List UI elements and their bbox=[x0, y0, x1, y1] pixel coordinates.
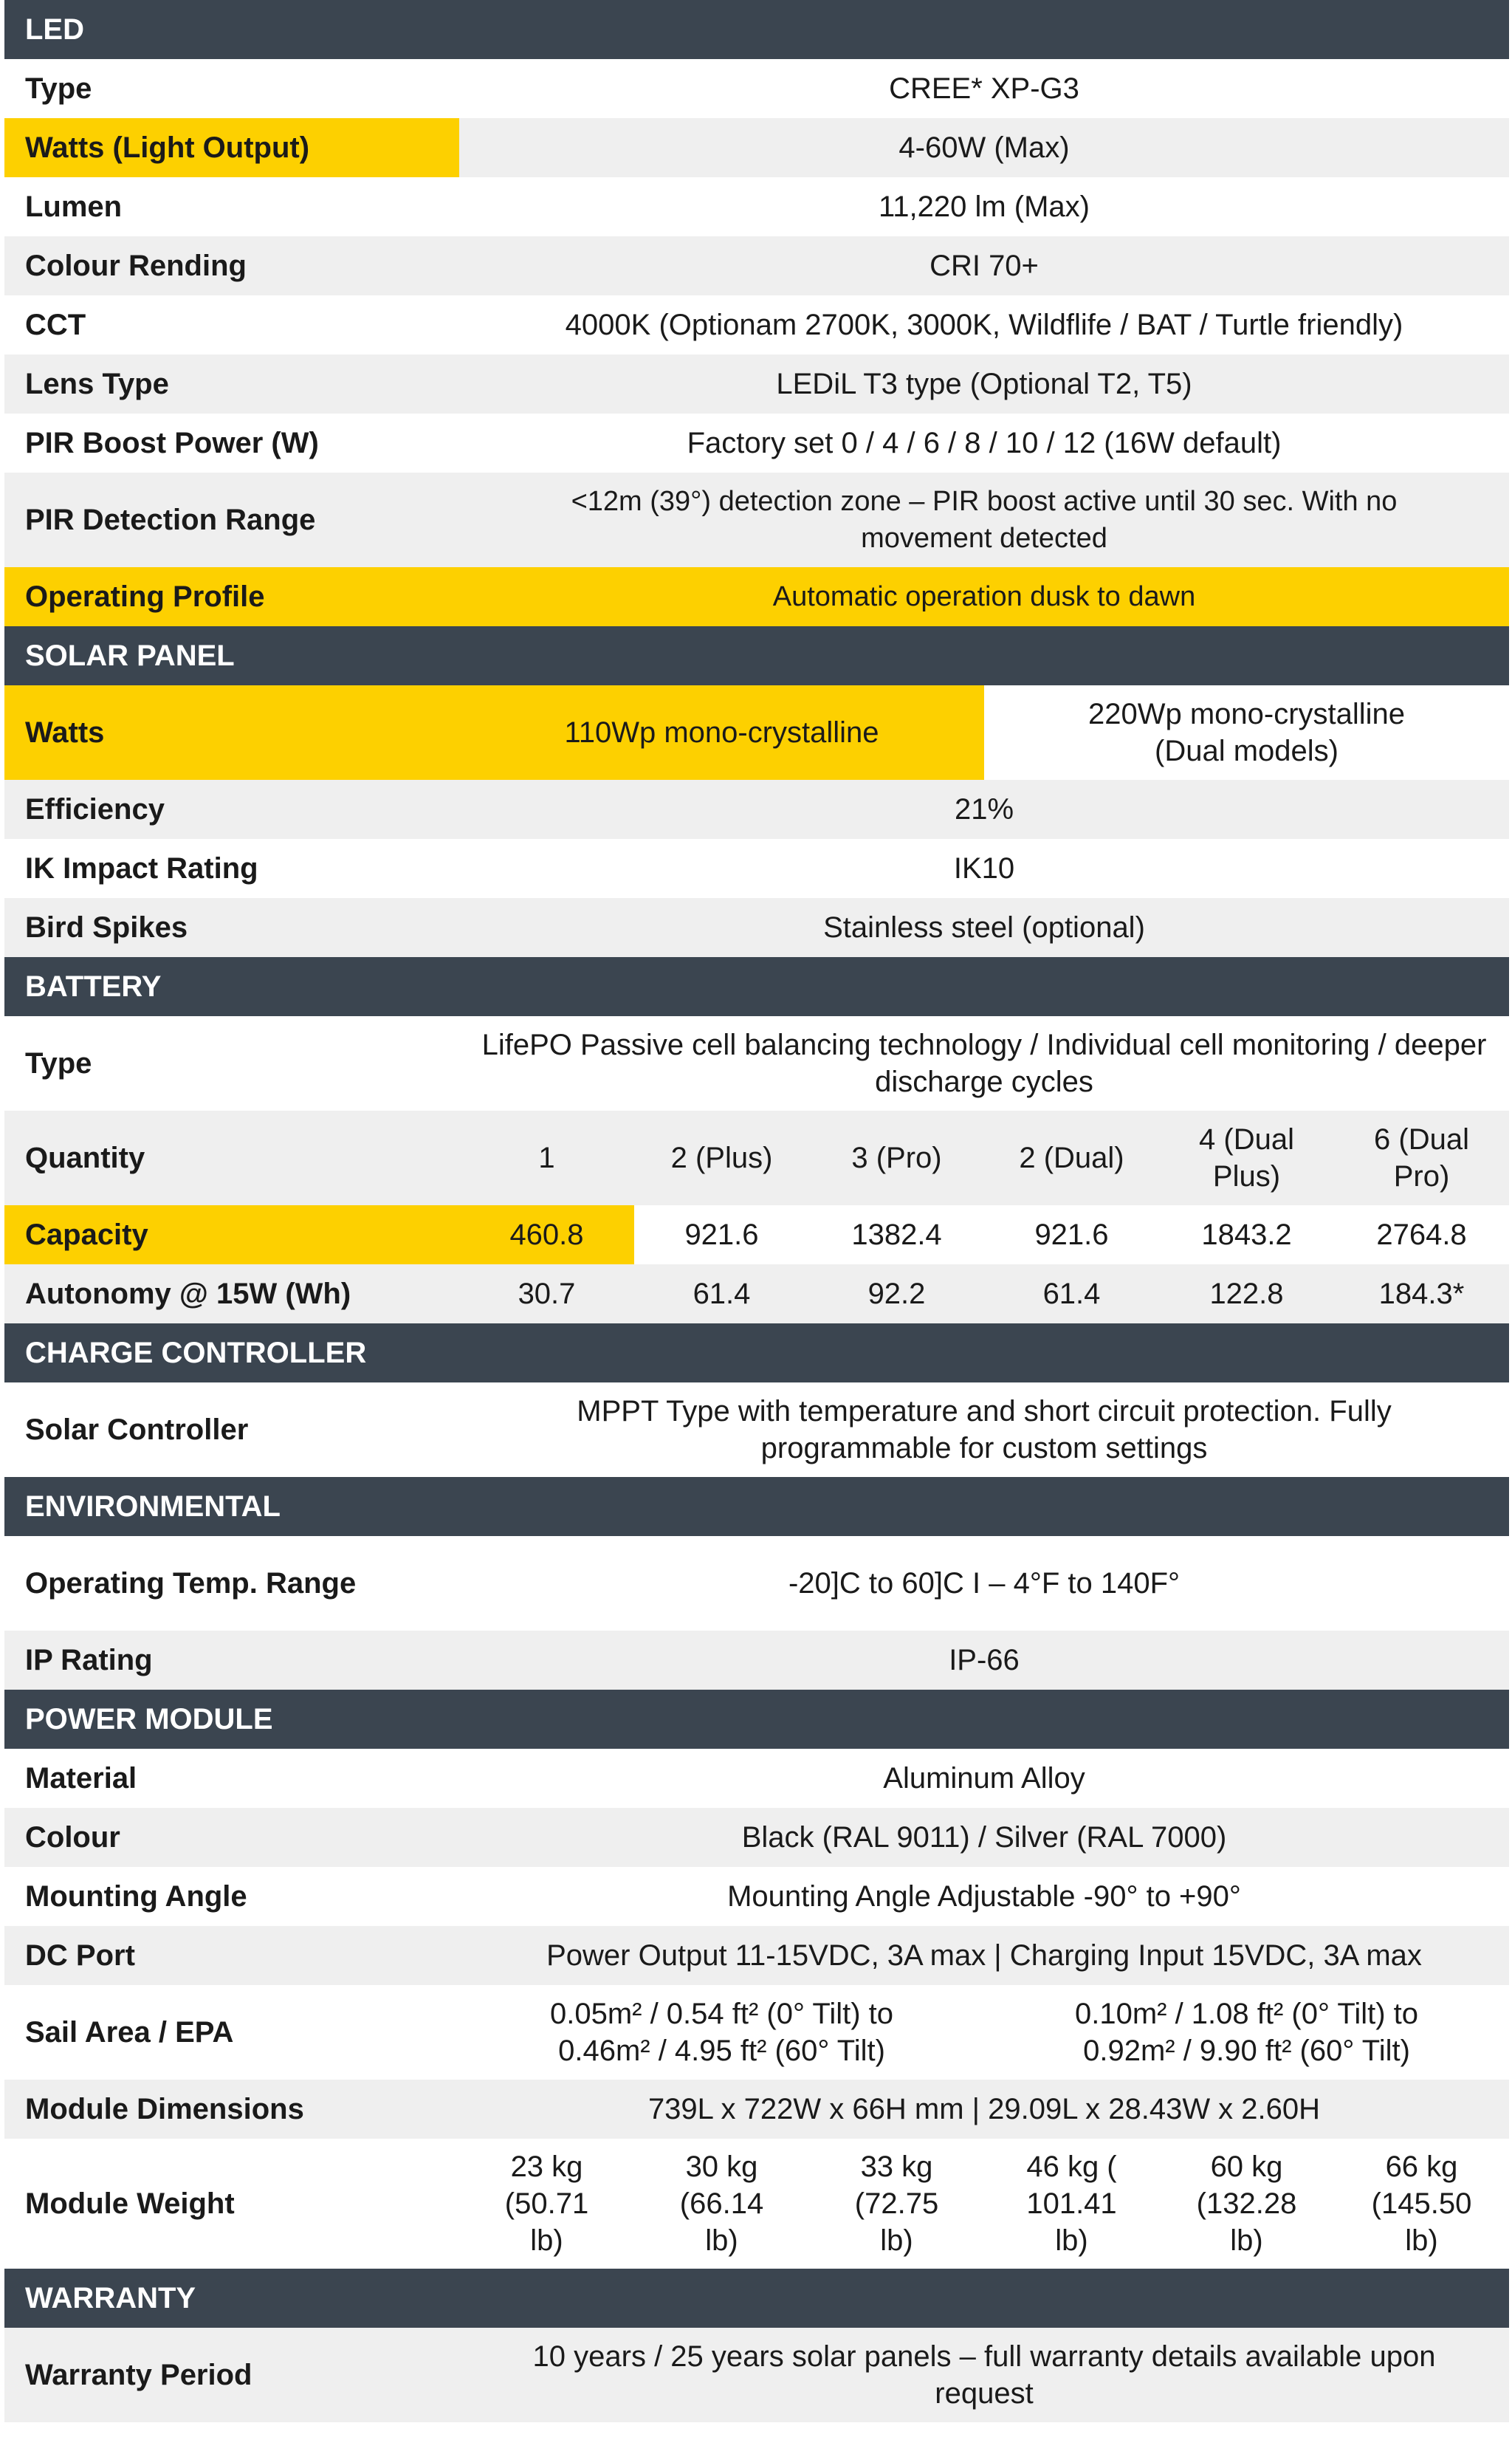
led-cct-row bbox=[4, 295, 1509, 354]
row-label: Material bbox=[4, 1749, 459, 1808]
led-pir-boost-row bbox=[4, 414, 1509, 473]
capacity-cell: 1382.4 bbox=[809, 1205, 984, 1264]
row-value: 4000K (Optionam 2700K, 3000K, Wildflife / BAT / Turtle friendly) bbox=[459, 295, 1509, 354]
row-label: Module Weight bbox=[4, 2139, 459, 2269]
row-value: Mounting Angle Adjustable -90° to +90° bbox=[459, 1867, 1509, 1926]
section-warranty: WARRANTY bbox=[4, 2269, 1509, 2328]
row-value: 21% bbox=[459, 780, 1509, 839]
power-material-row bbox=[4, 1749, 1509, 1808]
row-label: Solar Controller bbox=[4, 1382, 459, 1477]
quantity-cell: 2 (Dual) bbox=[984, 1111, 1159, 1205]
weight-cell: 60 kg (132.28 lb) bbox=[1159, 2139, 1334, 2269]
row-value: CRI 70+ bbox=[459, 236, 1509, 295]
power-colour-row bbox=[4, 1808, 1509, 1867]
section-battery: BATTERY bbox=[4, 957, 1509, 1016]
row-label: Lumen bbox=[4, 177, 459, 236]
capacity-cell: 2764.8 bbox=[1334, 1205, 1509, 1264]
row-label: IK Impact Rating bbox=[4, 839, 459, 898]
led-watts-row bbox=[4, 118, 1509, 177]
row-label: PIR Boost Power (W) bbox=[4, 414, 459, 473]
quantity-cell: 2 (Plus) bbox=[634, 1111, 809, 1205]
led-lumen-row bbox=[4, 177, 1509, 236]
capacity-cell: 1843.2 bbox=[1159, 1205, 1334, 1264]
row-label: Watts bbox=[4, 685, 459, 780]
row-label: Sail Area / EPA bbox=[4, 1985, 459, 2080]
led-lens-row bbox=[4, 354, 1509, 414]
row-value: CREE* XP-G3 bbox=[459, 59, 1509, 118]
capacity-cell: 921.6 bbox=[984, 1205, 1159, 1264]
row-value: Factory set 0 / 4 / 6 / 8 / 10 / 12 (16W default) bbox=[459, 414, 1509, 473]
row-value: Power Output 11-15VDC, 3A max | Charging Input 15VDC, 3A max bbox=[459, 1926, 1509, 1985]
led-type-row bbox=[4, 59, 1509, 118]
row-value: IP-66 bbox=[459, 1631, 1509, 1690]
row-value-single: 0.05m² / 0.54 ft² (0° Tilt) to 0.46m² / 4.95 ft² (60° Tilt) bbox=[459, 1985, 984, 2080]
row-label: Capacity bbox=[4, 1205, 459, 1264]
charge-controller-row bbox=[4, 1382, 1509, 1477]
battery-quantity-row bbox=[4, 1111, 1509, 1205]
row-label: Lens Type bbox=[4, 354, 459, 414]
row-label: Autonomy @ 15W (Wh) bbox=[4, 1264, 459, 1323]
row-label: Warranty Period bbox=[4, 2328, 459, 2422]
row-label: IP Rating bbox=[4, 1631, 459, 1690]
row-value: -20]C to 60]C I – 4°F to 140F° bbox=[459, 1536, 1509, 1631]
power-weight-row bbox=[4, 2139, 1509, 2269]
row-value-dual: 0.10m² / 1.08 ft² (0° Tilt) to 0.92m² / 9.90 ft² (60° Tilt) bbox=[984, 1985, 1509, 2080]
section-led: LED bbox=[4, 0, 1509, 59]
row-value: 739L x 722W x 66H mm | 29.09L x 28.43W x 2.60H bbox=[459, 2080, 1509, 2139]
row-value: Aluminum Alloy bbox=[459, 1749, 1509, 1808]
row-label: Type bbox=[4, 1016, 459, 1111]
row-value: LEDiL T3 type (Optional T2, T5) bbox=[459, 354, 1509, 414]
quantity-cell: 4 (Dual Plus) bbox=[1159, 1111, 1334, 1205]
solar-watts-row bbox=[4, 685, 1509, 780]
section-power-module: POWER MODULE bbox=[4, 1690, 1509, 1749]
led-colour-rending-row bbox=[4, 236, 1509, 295]
power-mounting-row bbox=[4, 1867, 1509, 1926]
quantity-cell: 6 (Dual Pro) bbox=[1334, 1111, 1509, 1205]
autonomy-cell: 61.4 bbox=[984, 1264, 1159, 1323]
row-value: 4-60W (Max) bbox=[459, 118, 1509, 177]
weight-cell: 66 kg (145.50 lb) bbox=[1334, 2139, 1509, 2269]
row-label: Operating Temp. Range bbox=[4, 1536, 459, 1631]
warranty-period-row bbox=[4, 2328, 1509, 2422]
row-value: Stainless steel (optional) bbox=[459, 898, 1509, 957]
autonomy-cell: 30.7 bbox=[459, 1264, 634, 1323]
env-temp-row bbox=[4, 1536, 1509, 1631]
solar-efficiency-row bbox=[4, 780, 1509, 839]
power-dimensions-row bbox=[4, 2080, 1509, 2139]
solar-ik-row bbox=[4, 839, 1509, 898]
autonomy-cell: 184.3* bbox=[1334, 1264, 1509, 1323]
row-label: Efficiency bbox=[4, 780, 459, 839]
capacity-cell: 460.8 bbox=[459, 1205, 634, 1264]
row-label: Colour bbox=[4, 1808, 459, 1867]
power-dc-row bbox=[4, 1926, 1509, 1985]
row-value-single: 110Wp mono-crystalline bbox=[459, 685, 984, 780]
row-value: <12m (39°) detection zone – PIR boost active until 30 sec. With no movement detected bbox=[459, 473, 1509, 567]
solar-bird-row bbox=[4, 898, 1509, 957]
capacity-cell: 921.6 bbox=[634, 1205, 809, 1264]
row-label: CCT bbox=[4, 295, 459, 354]
battery-capacity-row bbox=[4, 1205, 1509, 1264]
row-label: Watts (Light Output) bbox=[4, 118, 459, 177]
weight-cell: 33 kg (72.75 lb) bbox=[809, 2139, 984, 2269]
weight-cell: 46 kg ( 101.41 lb) bbox=[984, 2139, 1159, 2269]
weight-cell: 30 kg (66.14 lb) bbox=[634, 2139, 809, 2269]
quantity-cell: 1 bbox=[459, 1111, 634, 1205]
row-label: Colour Rending bbox=[4, 236, 459, 295]
row-label: Bird Spikes bbox=[4, 898, 459, 957]
row-label: Type bbox=[4, 59, 459, 118]
row-label: Mounting Angle bbox=[4, 1867, 459, 1926]
autonomy-cell: 61.4 bbox=[634, 1264, 809, 1323]
battery-autonomy-row bbox=[4, 1264, 1509, 1323]
battery-type-row bbox=[4, 1016, 1509, 1111]
section-charge-controller: CHARGE CONTROLLER bbox=[4, 1323, 1509, 1382]
row-value: MPPT Type with temperature and short circuit protection. Fully programmable for custom settings bbox=[459, 1382, 1509, 1477]
row-label: DC Port bbox=[4, 1926, 459, 1985]
quantity-cell: 3 (Pro) bbox=[809, 1111, 984, 1205]
row-value: 10 years / 25 years solar panels – full warranty details available upon request bbox=[459, 2328, 1509, 2422]
row-value: Black (RAL 9011) / Silver (RAL 7000) bbox=[459, 1808, 1509, 1867]
row-value: IK10 bbox=[459, 839, 1509, 898]
row-value: LifePO Passive cell balancing technology / Individual cell monitoring / deeper discharge cycles bbox=[459, 1016, 1509, 1111]
led-profile-row bbox=[4, 567, 1509, 626]
row-label: Module Dimensions bbox=[4, 2080, 459, 2139]
row-label: PIR Detection Range bbox=[4, 473, 459, 567]
led-pir-range-row bbox=[4, 473, 1509, 567]
row-value: Automatic operation dusk to dawn bbox=[459, 567, 1509, 626]
row-value-dual: 220Wp mono-crystalline (Dual models) bbox=[984, 685, 1509, 780]
row-value: 11,220 lm (Max) bbox=[459, 177, 1509, 236]
autonomy-cell: 92.2 bbox=[809, 1264, 984, 1323]
row-label: Quantity bbox=[4, 1111, 459, 1205]
row-label: Operating Profile bbox=[4, 567, 459, 626]
power-sail-row bbox=[4, 1985, 1509, 2080]
autonomy-cell: 122.8 bbox=[1159, 1264, 1334, 1323]
env-ip-row bbox=[4, 1631, 1509, 1690]
section-environmental: ENVIRONMENTAL bbox=[4, 1477, 1509, 1536]
weight-cell: 23 kg (50.71 lb) bbox=[459, 2139, 634, 2269]
section-solar: SOLAR PANEL bbox=[4, 626, 1509, 685]
